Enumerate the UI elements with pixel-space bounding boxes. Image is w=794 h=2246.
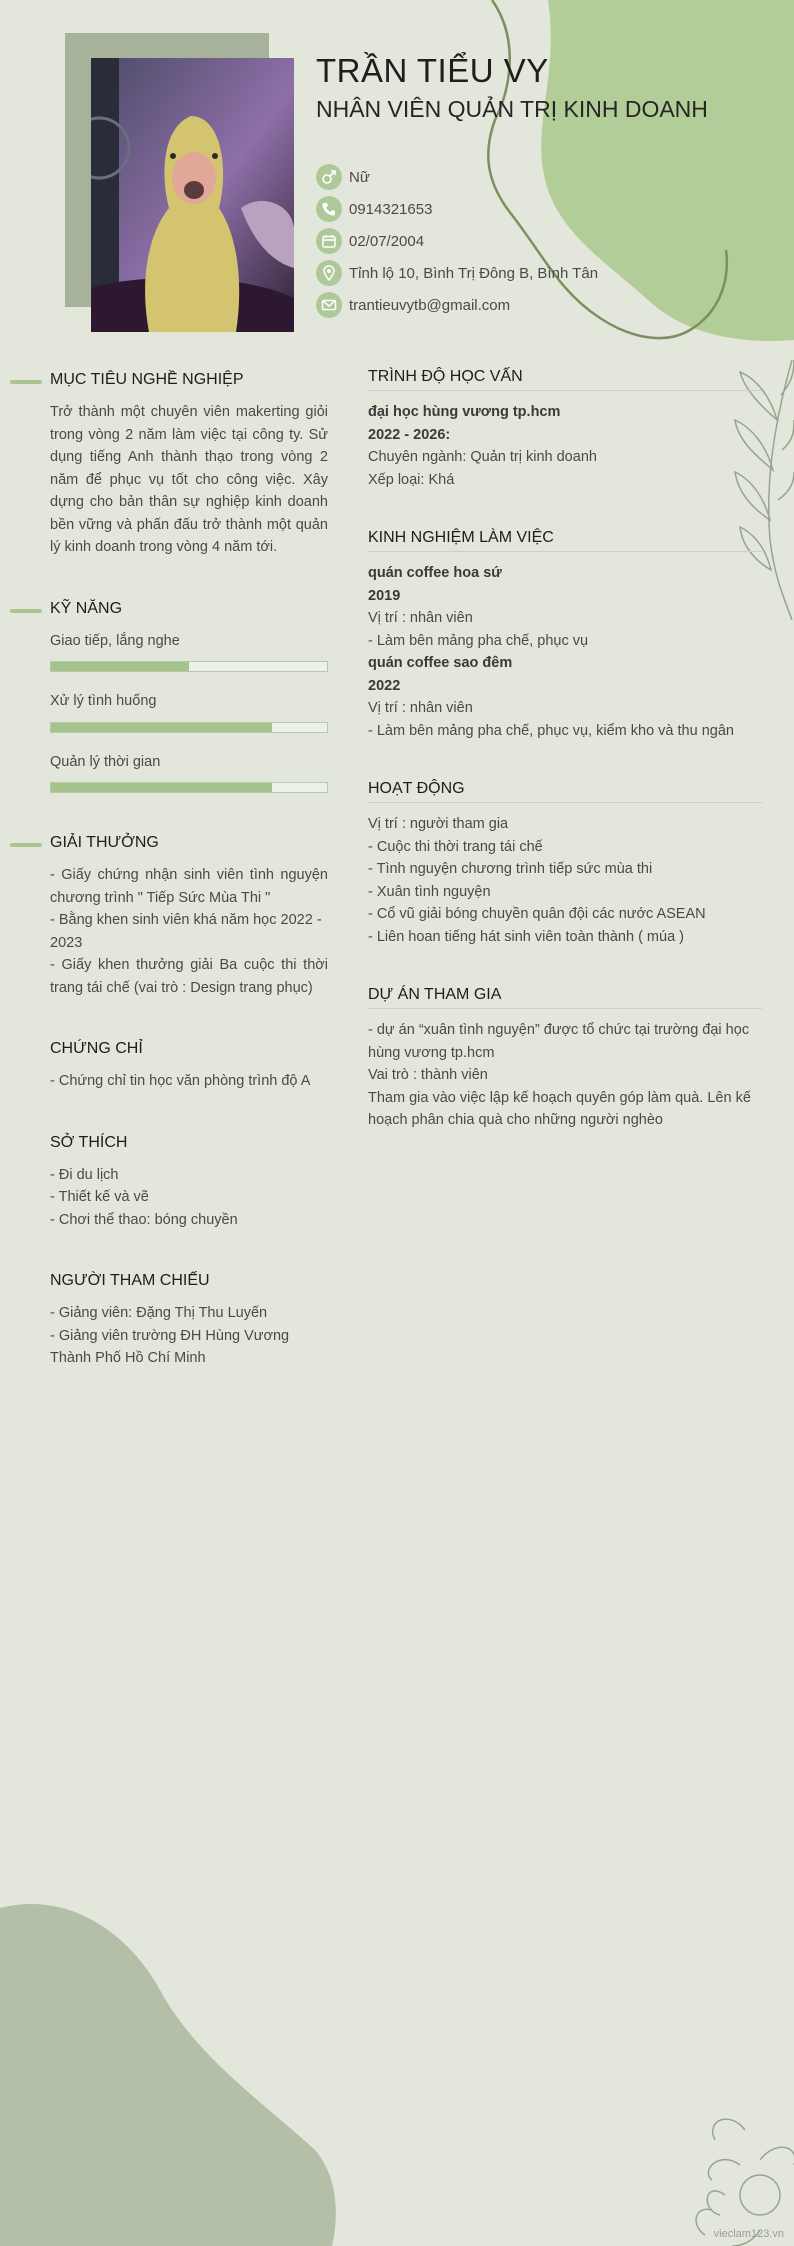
- references-title: NGƯỜI THAM CHIẾU: [50, 1272, 210, 1289]
- experience-title: KINH NGHIỆM LÀM VIỆC: [368, 521, 762, 552]
- education-section: [368, 360, 762, 491]
- activity-item: - Tình nguyện chương trình tiếp sức mùa thi: [368, 861, 653, 877]
- full-name: TRẦN TIỂU VY: [316, 52, 549, 89]
- contact-email: [316, 292, 636, 318]
- phone-text: 0914321653: [349, 201, 433, 218]
- contact-phone: [316, 196, 636, 222]
- career-objective-section: [50, 360, 328, 559]
- projects-section: [368, 978, 762, 1132]
- gender-text: Nữ: [349, 169, 370, 186]
- skill-label: Quản lý thời gian: [50, 753, 161, 770]
- activity-item: Vị trí : người tham gia: [368, 816, 509, 832]
- awards-section: [50, 823, 328, 999]
- education-title: TRÌNH ĐỘ HỌC VẤN: [368, 360, 762, 391]
- skill-bar-fill: [51, 783, 272, 792]
- birthday-text: 02/07/2004: [349, 233, 425, 250]
- activity-item: - Xuân tình nguyện: [368, 883, 491, 900]
- awards-title: GIẢI THƯỞNG: [50, 823, 328, 852]
- experience-section: [368, 521, 762, 742]
- hobby-item: - Đi du lịch: [50, 1166, 119, 1183]
- right-column: [368, 360, 762, 1162]
- hobby-item: - Chơi thể thao: bóng chuyền: [50, 1211, 238, 1228]
- hobby-item: - Thiết kế và vẽ: [50, 1189, 149, 1205]
- job-year: 2019: [368, 587, 401, 604]
- education-grade: Xếp loại: Khá: [368, 471, 455, 488]
- skill-bar: [50, 722, 328, 733]
- email-text: trantieuvytb@gmail.com: [349, 297, 511, 314]
- activity-item: - Liên hoan tiếng hát sinh viên toàn thành ( múa ): [368, 928, 684, 945]
- activity-item: - Cổ vũ giải bóng chuyền quân đội các nước ASEAN: [368, 906, 706, 922]
- location-pin-icon: [316, 260, 342, 286]
- job-title: NHÂN VIÊN QUẢN TRỊ KINH DOANH: [316, 96, 708, 122]
- projects-title: DỰ ÁN THAM GIA: [368, 978, 762, 1009]
- skill-label: Xử lý tình huống: [50, 693, 157, 709]
- skill-bar: [50, 782, 328, 793]
- contact-address: [316, 260, 636, 286]
- contact-gender: [316, 164, 636, 190]
- calendar-icon: [316, 228, 342, 254]
- job-position: Vị trí : nhân viên: [368, 610, 473, 626]
- address-text: Tỉnh lộ 10, Bình Trị Đông B, Bình Tân: [349, 265, 599, 282]
- skills-title: KỸ NĂNG: [50, 589, 328, 618]
- job-year: 2022: [368, 677, 401, 694]
- references-section: [50, 1261, 328, 1370]
- reference-item: - Giảng viên trường ĐH Hùng Vương: [50, 1327, 290, 1344]
- skills-section: [50, 589, 328, 794]
- award-item: - Giấy chứng nhận sinh viên tình nguyện chương trình " Tiếp Sức Mùa Thi ": [50, 867, 328, 906]
- skill-item: [50, 690, 328, 733]
- job-position: Vị trí : nhân viên: [368, 700, 473, 716]
- certificate-item: - Chứng chỉ tin học văn phòng trình độ A: [50, 1073, 311, 1089]
- education-period: 2022 - 2026:: [368, 426, 451, 443]
- skill-item: [50, 751, 328, 794]
- watermark: vieclam123.vn: [713, 2228, 784, 2240]
- school-name: đại học hùng vương tp.hcm: [368, 404, 561, 420]
- reference-item: Thành Phố Hồ Chí Minh: [50, 1350, 206, 1366]
- activities-title: HOẠT ĐỘNG: [368, 772, 762, 803]
- certificates-title: CHỨNG CHỈ: [50, 1040, 143, 1057]
- career-objective-title: MỤC TIÊU NGHỀ NGHIỆP: [50, 360, 328, 389]
- hobbies-title: SỞ THÍCH: [50, 1133, 128, 1151]
- activities-section: [368, 772, 762, 948]
- skill-bar: [50, 661, 328, 672]
- certificates-section: [50, 1029, 328, 1093]
- education-major: Chuyên ngành: Quản trị kinh doanh: [368, 449, 597, 465]
- skill-label: Giao tiếp, lắng nghe: [50, 632, 180, 649]
- contact-birthday: [316, 228, 636, 254]
- award-item: - Bằng khen sinh viên khá năm học 2022 - 2023: [50, 912, 322, 951]
- left-column: [50, 360, 328, 1400]
- job-description: - Làm bên mảng pha chế, phục vụ: [368, 632, 589, 649]
- project-item: Vai trò : thành viên: [368, 1067, 488, 1083]
- project-item: Tham gia vào việc lập kế hoạch quyên góp làm quà. Lên kế hoạch phân chia quà cho những người nghèo: [368, 1089, 751, 1128]
- email-icon: [316, 292, 342, 318]
- phone-icon: [316, 196, 342, 222]
- hobbies-section: [50, 1123, 328, 1232]
- reference-item: - Giảng viên: Đặng Thị Thu Luyến: [50, 1305, 268, 1321]
- company-name: quán coffee sao đêm: [368, 655, 513, 671]
- profile-photo: [91, 58, 294, 332]
- award-item: - Giấy khen thưởng giải Ba cuộc thi thời trang tái chế (vai trò : Design trang phục): [50, 957, 328, 996]
- skill-bar-fill: [51, 723, 272, 732]
- gender-icon: [316, 164, 342, 190]
- skill-item: [50, 630, 328, 673]
- skill-bar-fill: [51, 662, 189, 671]
- career-objective-text: Trở thành một chuyên viên makerting giỏi trong vòng 2 năm làm việc tại công ty. Sử dụng tiếng Anh thành thạo trong vòng 2 năm để phục vụ tốt cho công việc. Xây dựng cho bản thân sự nghiệp kinh doanh bền vững và phấn đấu trở thành một quản lý kinh doanh trong vòng 4 năm tới.: [50, 404, 328, 555]
- job-description: - Làm bên mảng pha chế, phục vụ, kiểm kho và thu ngân: [368, 722, 734, 739]
- company-name: quán coffee hoa sứ: [368, 565, 502, 581]
- project-item: - dự án “xuân tình nguyện” được tổ chức tại trường đại học hùng vương tp.hcm: [368, 1022, 750, 1061]
- activity-item: - Cuộc thi thời trang tái chế: [368, 838, 543, 855]
